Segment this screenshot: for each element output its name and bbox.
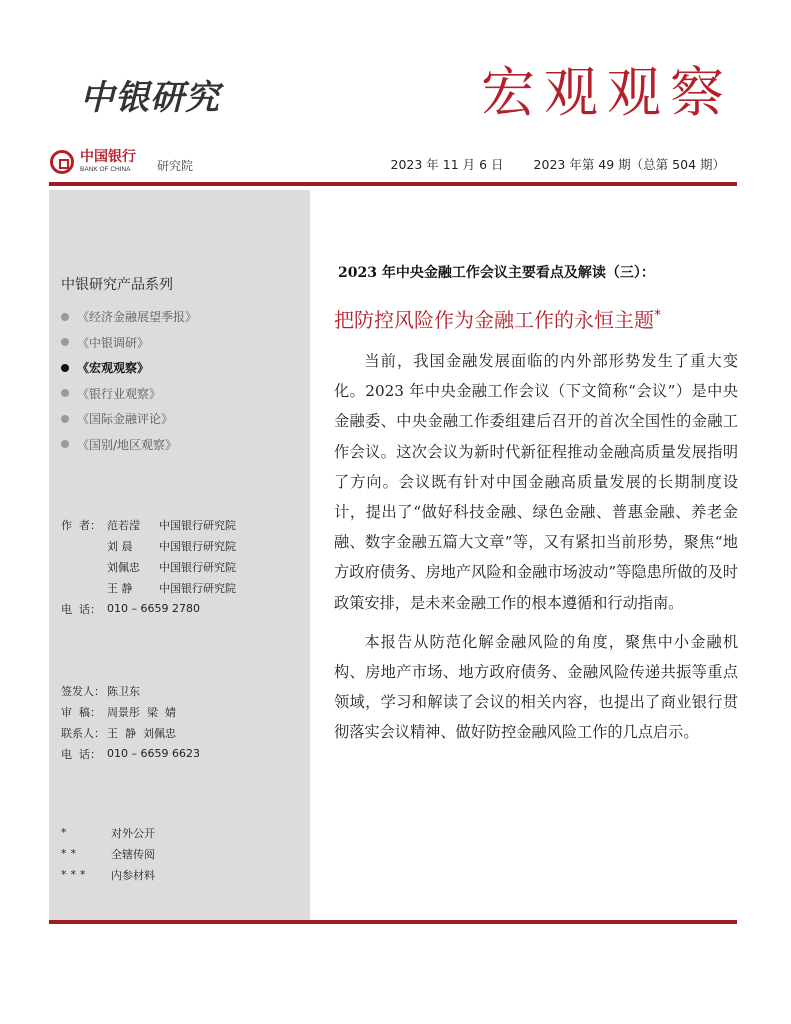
contacts-block [61,680,200,764]
contact-row: 联系人： 王 静 刘佩忠 [61,726,176,740]
sidebar [49,190,310,920]
product-item: 《中银调研》 [61,330,197,356]
reviewer-row: 审 稿： 周景彤 梁 婧 [61,705,176,719]
product-series-list [61,304,197,457]
header-divider [49,182,737,186]
brand-calligraphy-logo: 中银研究 [80,78,220,118]
classification-row: * 对外公开 [61,826,155,840]
signer: 陈卫东 [107,684,140,698]
bullet-icon [61,415,69,423]
bullet-icon [61,313,69,321]
classification-row: ** 全辖传阅 [61,847,155,861]
author-phone: 010 – 6659 2780 [107,602,200,615]
product-series-heading: 中银研究产品系列 [61,277,173,293]
bullet-icon [61,338,69,346]
product-item: 《经济金融展望季报》 [61,304,197,330]
paragraph: 本报告从防范化解金融风险的角度，聚焦中小金融机构、房地产市场、地方政府债务、金融风险传递共振等重点领域，学习和解读了会议的相关内容，也提出了商业银行贯彻落实会议精神、做好防控金融风险工作的几点启示。 [334,632,738,742]
bullet-icon [61,389,69,397]
contact-phone: 010 – 6659 6623 [107,747,200,760]
bank-logo [50,150,136,174]
report-title: 把防控风险作为金融工作的永恒主题* [334,307,661,332]
product-item-active: 《宏观观察》 [61,355,197,381]
paragraph: 当前，我国金融发展面临的内外部形势发生了重大变化。2023 年中央金融工作会议（下文简称“会议”）是中央金融委、中央金融工作委组建后召开的首次全国性的金融工作会议。这次会议为新时代新征程推动金融高质量发展指明了方向。会议既有针对中国金融高质量发展的长期制度设计，提出了“做好科技金融、绿色金融、普惠金融、养老金融、数字金融五篇大文章”等，又有紧扣当前形势，聚焦“地方政府债务、房地产风险和金融市场波动”等隐患所做的及时政策安排，是未来金融工作的根本遵循和行动指南。 [334,352,738,612]
logo-chinese-name: 中国银行 [80,149,136,166]
dateline [391,155,726,173]
bullet-icon [61,364,69,372]
footnote-mark: * [654,307,661,324]
report-body [334,346,738,748]
contact-phone-row: 电 话： 010 – 6659 6623 [61,747,200,761]
author-row: 王 静 中国银行研究院 [107,581,236,595]
series-title: 宏观观察 [481,61,733,124]
publish-date: 2023 年 11 月 6 日 [390,157,504,172]
logo-english-name: BANK OF CHINA [80,166,131,174]
authors-label: 作 者： [61,518,101,532]
contact-person: 王 静 刘佩忠 [107,726,176,740]
reviewer: 周景彤 梁 婧 [107,705,176,719]
classification-row: *** 内参材料 [61,868,155,882]
issue-number: 2023 年第 49 期（总第 504 期） [533,157,725,172]
institute-label: 研究院 [157,159,194,173]
product-item: 《银行业观察》 [61,381,197,407]
product-item: 《国际金融评论》 [61,406,197,432]
footer-divider [49,920,737,924]
signer-row: 签发人： 陈卫东 [61,684,140,698]
author-row: 刘佩忠 中国银行研究院 [107,560,236,574]
authors-block [61,514,236,619]
classification-legend [61,822,155,885]
author-phone-row: 电 话： 010 – 6659 2780 [61,602,200,616]
product-item: 《国别/地区观察》 [61,432,197,458]
author-row: 刘 晨 中国银行研究院 [107,539,236,553]
report-subtitle: 2023 年中央金融工作会议主要看点及解读（三）： [338,265,655,281]
bank-of-china-emblem-icon [50,150,74,174]
bullet-icon [61,440,69,448]
author-row: 作 者： 范若滢 中国银行研究院 [61,518,236,532]
